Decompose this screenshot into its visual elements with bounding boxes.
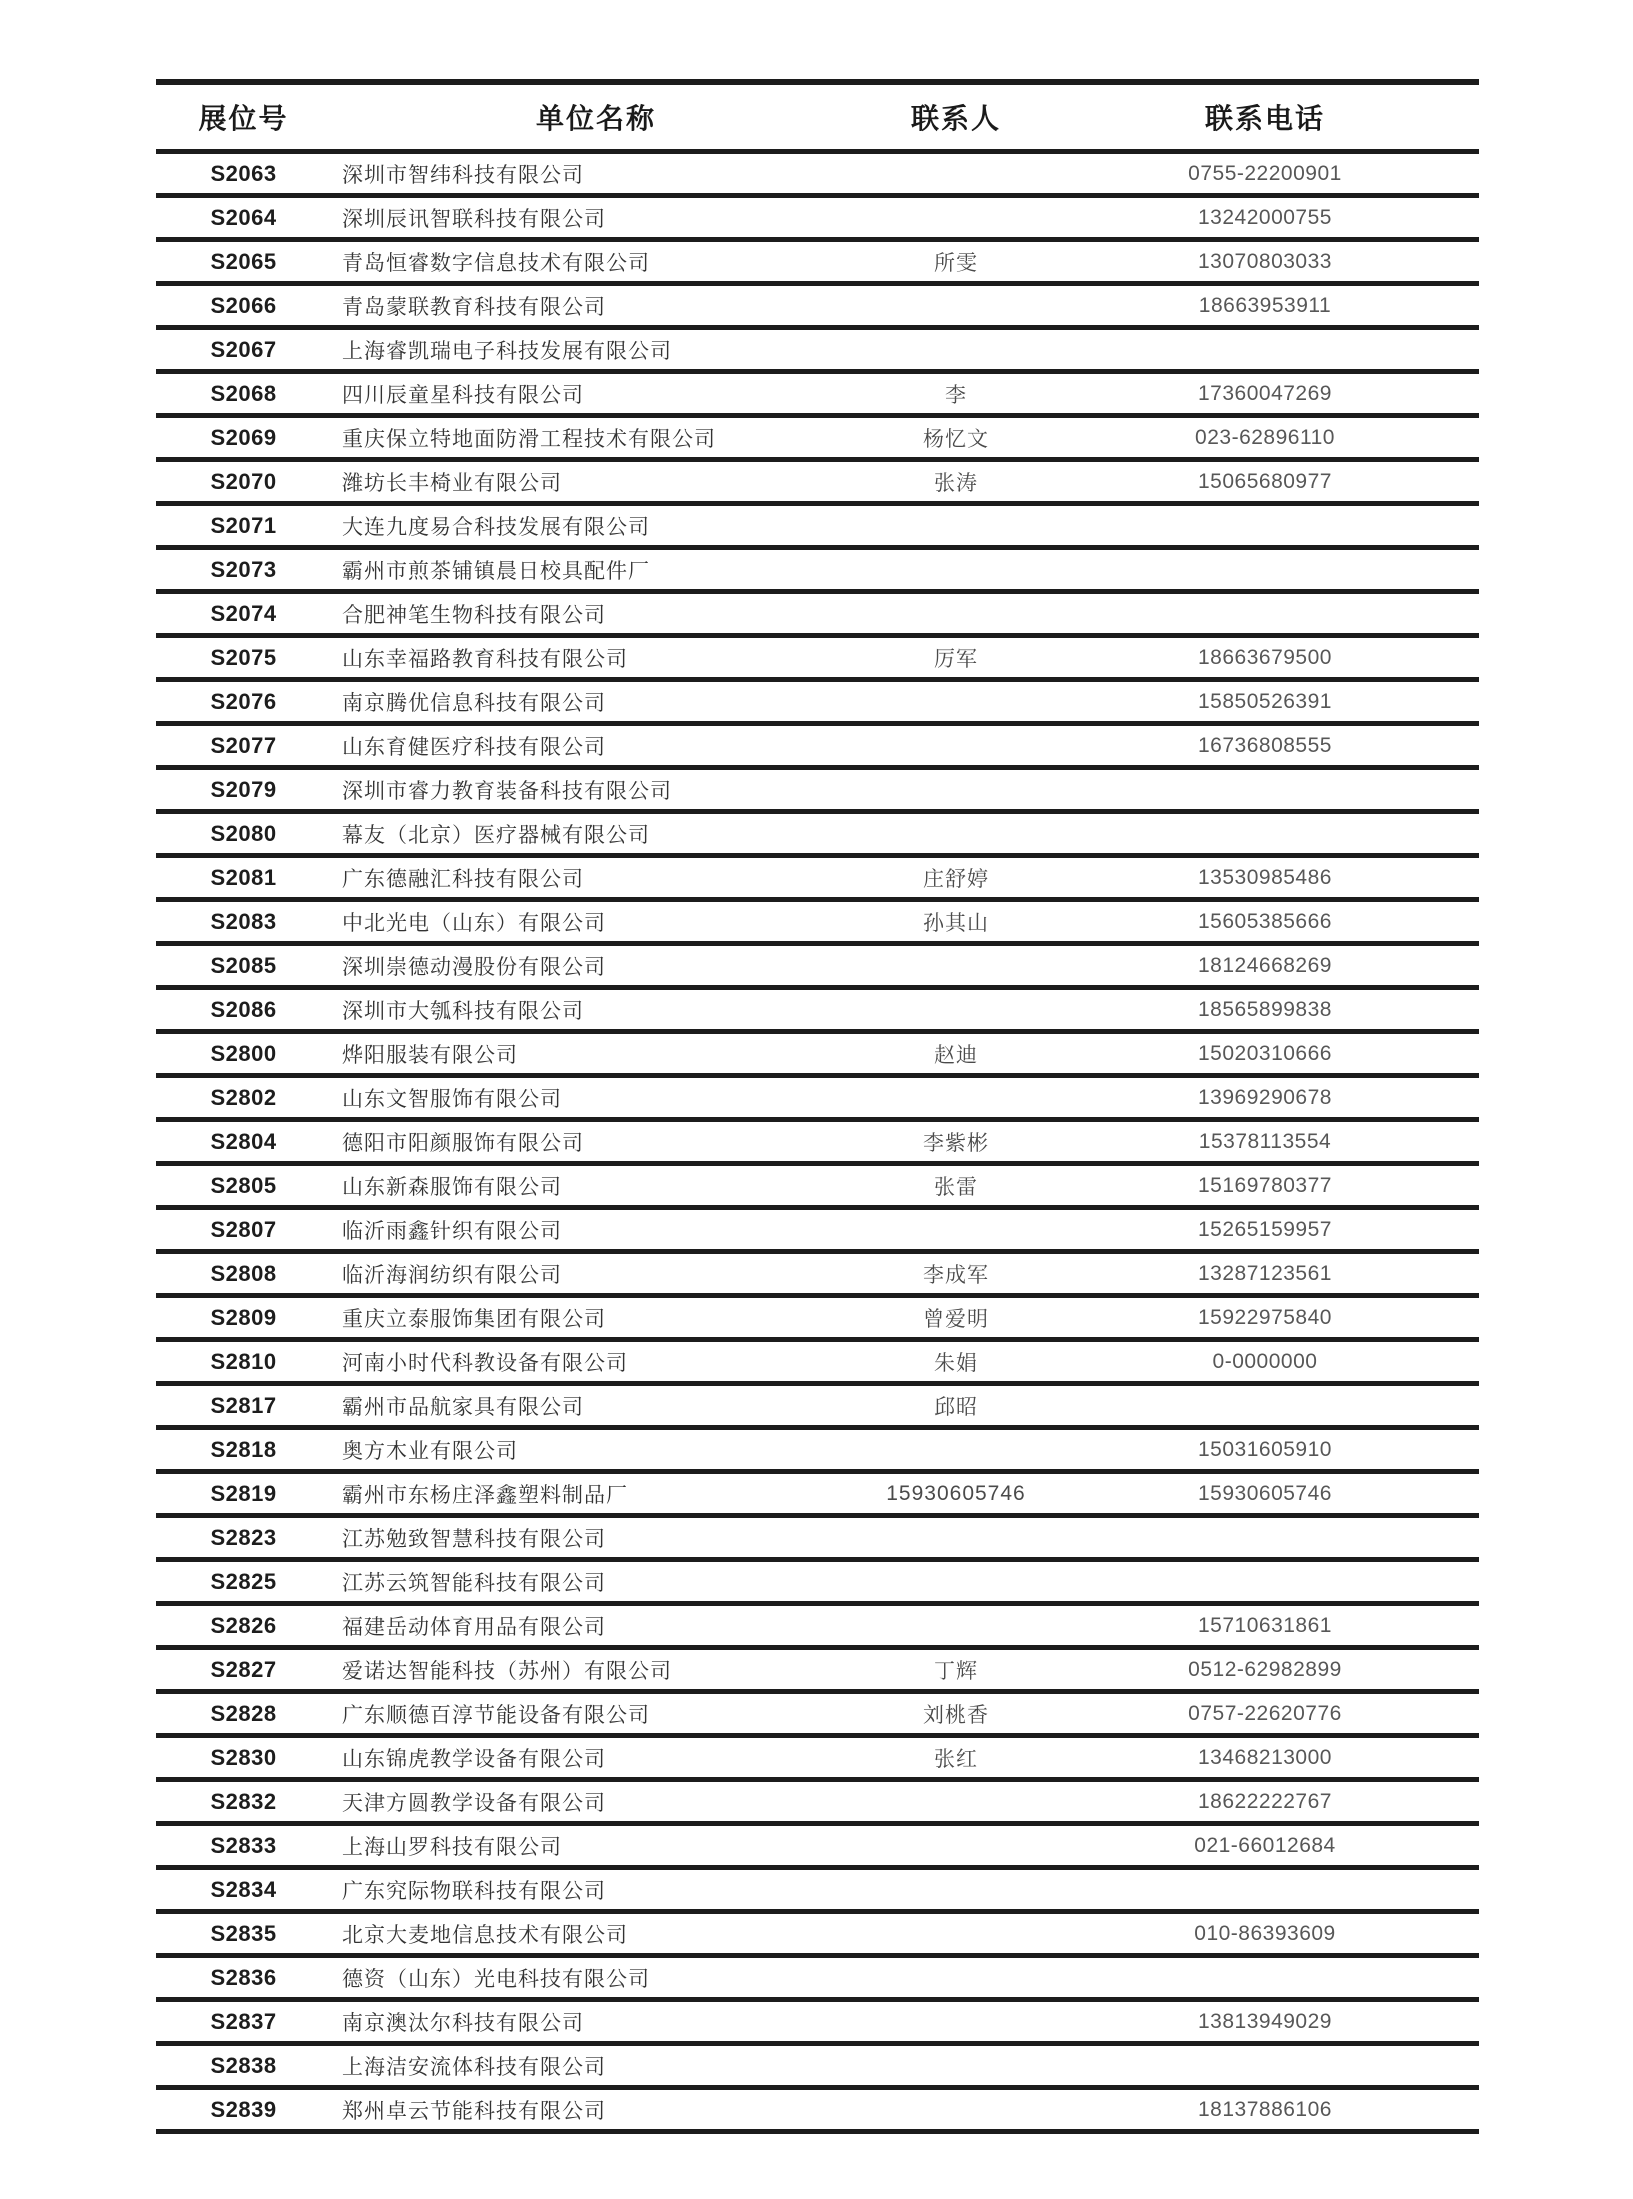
booth-cell: S2073 [210, 556, 277, 582]
booth-cell: S2065 [210, 248, 277, 274]
booth-cell: S2064 [210, 204, 277, 230]
company-cell: 爱诺达智能科技（苏州）有限公司 [342, 1659, 672, 1683]
table-row [156, 330, 1479, 374]
phone-cell: 18124668269 [1198, 953, 1332, 977]
exhibitor-table [156, 79, 1479, 2134]
booth-cell: S2823 [210, 1524, 277, 1550]
table-row [156, 1914, 1479, 1958]
booth-cell: S2810 [210, 1348, 277, 1374]
booth-cell: S2802 [210, 1084, 277, 1110]
company-cell: 德资（山东）光电科技有限公司 [342, 1967, 650, 1991]
contact-cell: 所雯 [934, 251, 978, 275]
company-cell: 上海洁安流体科技有限公司 [342, 2055, 606, 2079]
table-row [156, 814, 1479, 858]
table-header-row [156, 79, 1479, 154]
phone-cell: 0757-22620776 [1188, 1701, 1342, 1725]
booth-cell: S2830 [210, 1744, 277, 1770]
phone-cell: 18622222767 [1198, 1789, 1332, 1813]
table-row [156, 198, 1479, 242]
booth-cell: S2807 [210, 1216, 277, 1242]
phone-cell: 15850526391 [1198, 689, 1332, 713]
table-row [156, 682, 1479, 726]
table-row [156, 902, 1479, 946]
phone-cell: 021-66012684 [1194, 1833, 1336, 1857]
table-row [156, 946, 1479, 990]
phone-cell: 17360047269 [1198, 381, 1332, 405]
table-row [156, 506, 1479, 550]
booth-cell: S2836 [210, 1964, 277, 1990]
phone-cell: 0-0000000 [1212, 1349, 1318, 1373]
booth-cell: S2805 [210, 1172, 277, 1198]
company-cell: 南京腾优信息科技有限公司 [342, 691, 606, 715]
booth-cell: S2837 [210, 2008, 277, 2034]
company-cell: 江苏勉致智慧科技有限公司 [342, 1527, 606, 1551]
company-cell: 临沂雨鑫针织有限公司 [342, 1219, 562, 1243]
booth-cell: S2086 [210, 996, 277, 1022]
contact-cell: 曾爱明 [923, 1307, 989, 1331]
phone-cell: 15605385666 [1198, 909, 1332, 933]
company-cell: 山东幸福路教育科技有限公司 [342, 647, 628, 671]
table-row [156, 154, 1479, 198]
company-cell: 南京澳汰尔科技有限公司 [342, 2011, 584, 2035]
table-row [156, 1430, 1479, 1474]
booth-cell: S2081 [210, 864, 277, 890]
table-row [156, 1298, 1479, 1342]
phone-cell: 18565899838 [1198, 997, 1332, 1021]
phone-cell: 16736808555 [1198, 733, 1332, 757]
company-cell: 重庆保立特地面防滑工程技术有限公司 [342, 427, 716, 451]
company-cell: 河南小时代科教设备有限公司 [342, 1351, 628, 1375]
company-cell: 幕友（北京）医疗器械有限公司 [342, 823, 650, 847]
booth-cell: S2835 [210, 1920, 277, 1946]
table-row [156, 1210, 1479, 1254]
table-row [156, 1870, 1479, 1914]
table-row [156, 1342, 1479, 1386]
company-cell: 青岛蒙联教育科技有限公司 [342, 295, 606, 319]
table-row [156, 1474, 1479, 1518]
table-row [156, 1078, 1479, 1122]
booth-cell: S2819 [210, 1480, 277, 1506]
contact-cell: 李 [945, 383, 967, 407]
booth-cell: S2800 [210, 1040, 277, 1066]
company-cell: 深圳市智纬科技有限公司 [342, 163, 584, 187]
phone-cell: 0755-22200901 [1188, 161, 1342, 185]
phone-cell: 023-62896110 [1195, 425, 1335, 449]
phone-cell: 15265159957 [1198, 1217, 1332, 1241]
contact-cell: 孙其山 [923, 911, 989, 935]
company-cell: 山东锦虎教学设备有限公司 [342, 1747, 606, 1771]
phone-cell: 15031605910 [1198, 1437, 1332, 1461]
phone-cell: 18137886106 [1198, 2097, 1332, 2121]
company-cell: 霸州市煎茶铺镇晨日校具配件厂 [342, 559, 650, 583]
contact-cell: 15930605746 [886, 1481, 1026, 1505]
company-cell: 合肥神笔生物科技有限公司 [342, 603, 606, 627]
table-row [156, 2002, 1479, 2046]
table-row [156, 418, 1479, 462]
table-row [156, 1738, 1479, 1782]
booth-cell: S2068 [210, 380, 277, 406]
phone-cell: 13969290678 [1198, 1085, 1332, 1109]
table-row [156, 1034, 1479, 1078]
contact-cell: 朱娟 [934, 1351, 978, 1375]
table-row [156, 1694, 1479, 1738]
table-row [156, 1826, 1479, 1870]
booth-cell: S2085 [210, 952, 277, 978]
booth-cell: S2063 [210, 160, 277, 186]
company-cell: 重庆立泰服饰集团有限公司 [342, 1307, 606, 1331]
contact-cell: 杨忆文 [923, 427, 989, 451]
contact-cell: 张涛 [934, 471, 978, 495]
booth-cell: S2827 [210, 1656, 277, 1682]
company-cell: 郑州卓云节能科技有限公司 [342, 2099, 606, 2123]
table-row [156, 770, 1479, 814]
contact-cell: 张雷 [934, 1175, 978, 1199]
booth-cell: S2077 [210, 732, 277, 758]
booth-cell: S2083 [210, 908, 277, 934]
contact-cell: 厉军 [934, 647, 978, 671]
table-row [156, 1650, 1479, 1694]
company-cell: 霸州市东杨庄泽鑫塑料制品厂 [342, 1483, 628, 1507]
phone-cell: 010-86393609 [1194, 1921, 1336, 1945]
booth-cell: S2817 [210, 1392, 277, 1418]
table-row [156, 1386, 1479, 1430]
table-row [156, 462, 1479, 506]
company-cell: 广东德融汇科技有限公司 [342, 867, 584, 891]
phone-cell: 18663953911 [1198, 293, 1332, 317]
phone-cell: 13287123561 [1198, 1261, 1332, 1285]
contact-cell: 张红 [934, 1747, 978, 1771]
table-row [156, 594, 1479, 638]
company-cell: 山东育健医疗科技有限公司 [342, 735, 606, 759]
phone-cell: 15065680977 [1198, 469, 1332, 493]
booth-cell: S2076 [210, 688, 277, 714]
table-row [156, 1606, 1479, 1650]
contact-cell: 李紫彬 [923, 1131, 989, 1155]
booth-cell: S2828 [210, 1700, 277, 1726]
company-cell: 烨阳服装有限公司 [342, 1043, 518, 1067]
phone-cell: 13070803033 [1198, 249, 1332, 273]
table-row [156, 990, 1479, 1034]
table-row [156, 1518, 1479, 1562]
company-cell: 上海睿凯瑞电子科技发展有限公司 [342, 339, 672, 363]
booth-cell: S2069 [210, 424, 277, 450]
company-cell: 广东究际物联科技有限公司 [342, 1879, 606, 1903]
contact-cell: 赵迪 [934, 1043, 978, 1067]
table-row [156, 1122, 1479, 1166]
company-cell: 四川辰童星科技有限公司 [342, 383, 584, 407]
phone-cell: 13530985486 [1198, 865, 1332, 889]
company-cell: 深圳市大瓠科技有限公司 [342, 999, 584, 1023]
company-cell: 深圳辰讯智联科技有限公司 [342, 207, 606, 231]
company-cell: 广东顺德百淳节能设备有限公司 [342, 1703, 650, 1727]
table-row [156, 1254, 1479, 1298]
contact-cell: 丁辉 [934, 1659, 978, 1683]
booth-cell: S2074 [210, 600, 277, 626]
company-cell: 青岛恒睿数字信息技术有限公司 [342, 251, 650, 275]
company-cell: 潍坊长丰椅业有限公司 [342, 471, 562, 495]
table-row [156, 242, 1479, 286]
company-cell: 山东新森服饰有限公司 [342, 1175, 562, 1199]
company-cell: 深圳崇德动漫股份有限公司 [342, 955, 606, 979]
table-row [156, 2090, 1479, 2134]
table-row [156, 286, 1479, 330]
booth-cell: S2071 [210, 512, 277, 538]
table-row [156, 858, 1479, 902]
company-cell: 临沂海润纺织有限公司 [342, 1263, 562, 1287]
table-row [156, 2046, 1479, 2090]
phone-cell: 13468213000 [1198, 1745, 1332, 1769]
booth-cell: S2832 [210, 1788, 277, 1814]
booth-cell: S2834 [210, 1876, 277, 1902]
header-contact-person: 联系人 [910, 103, 1001, 134]
booth-cell: S2839 [210, 2096, 277, 2122]
contact-cell: 庄舒婷 [923, 867, 989, 891]
contact-cell: 李成军 [923, 1263, 989, 1287]
booth-cell: S2808 [210, 1260, 277, 1286]
company-cell: 大连九度易合科技发展有限公司 [342, 515, 650, 539]
header-contact-phone: 联系电话 [1204, 103, 1325, 134]
phone-cell: 13813949029 [1198, 2009, 1332, 2033]
company-cell: 江苏云筑智能科技有限公司 [342, 1571, 606, 1595]
booth-cell: S2833 [210, 1832, 277, 1858]
booth-cell: S2067 [210, 336, 277, 362]
table-row [156, 1958, 1479, 2002]
company-cell: 北京大麦地信息技术有限公司 [342, 1923, 628, 1947]
company-cell: 上海山罗科技有限公司 [342, 1835, 562, 1859]
phone-cell: 15922975840 [1198, 1305, 1332, 1329]
contact-cell: 邱昭 [934, 1395, 978, 1419]
phone-cell: 15710631861 [1198, 1613, 1332, 1637]
table-row [156, 726, 1479, 770]
company-cell: 山东文智服饰有限公司 [342, 1087, 562, 1111]
company-cell: 福建岳动体育用品有限公司 [342, 1615, 606, 1639]
table-row [156, 1782, 1479, 1826]
booth-cell: S2809 [210, 1304, 277, 1330]
booth-cell: S2838 [210, 2052, 277, 2078]
table-row [156, 638, 1479, 682]
contact-cell: 刘桃香 [923, 1703, 989, 1727]
phone-cell: 15169780377 [1198, 1173, 1332, 1197]
table-row [156, 374, 1479, 418]
header-booth-number: 展位号 [198, 103, 289, 134]
booth-cell: S2079 [210, 776, 277, 802]
table-row [156, 550, 1479, 594]
company-cell: 霸州市品航家具有限公司 [342, 1395, 584, 1419]
phone-cell: 18663679500 [1198, 645, 1332, 669]
booth-cell: S2804 [210, 1128, 277, 1154]
header-company-name: 单位名称 [535, 103, 656, 134]
company-cell: 奥方木业有限公司 [342, 1439, 518, 1463]
table-row [156, 1562, 1479, 1606]
company-cell: 天津方圆教学设备有限公司 [342, 1791, 606, 1815]
phone-cell: 13242000755 [1198, 205, 1332, 229]
table-row [156, 1166, 1479, 1210]
company-cell: 深圳市睿力教育装备科技有限公司 [342, 779, 672, 803]
table-body [156, 154, 1479, 2134]
phone-cell: 15020310666 [1198, 1041, 1332, 1065]
booth-cell: S2080 [210, 820, 277, 846]
booth-cell: S2826 [210, 1612, 277, 1638]
company-cell: 中北光电（山东）有限公司 [342, 911, 606, 935]
phone-cell: 15378113554 [1198, 1129, 1332, 1153]
booth-cell: S2825 [210, 1568, 277, 1594]
booth-cell: S2818 [210, 1436, 277, 1462]
company-cell: 德阳市阳颜服饰有限公司 [342, 1131, 584, 1155]
booth-cell: S2075 [210, 644, 277, 670]
booth-cell: S2066 [210, 292, 277, 318]
booth-cell: S2070 [210, 468, 277, 494]
phone-cell: 15930605746 [1198, 1481, 1332, 1505]
phone-cell: 0512-62982899 [1188, 1657, 1342, 1681]
